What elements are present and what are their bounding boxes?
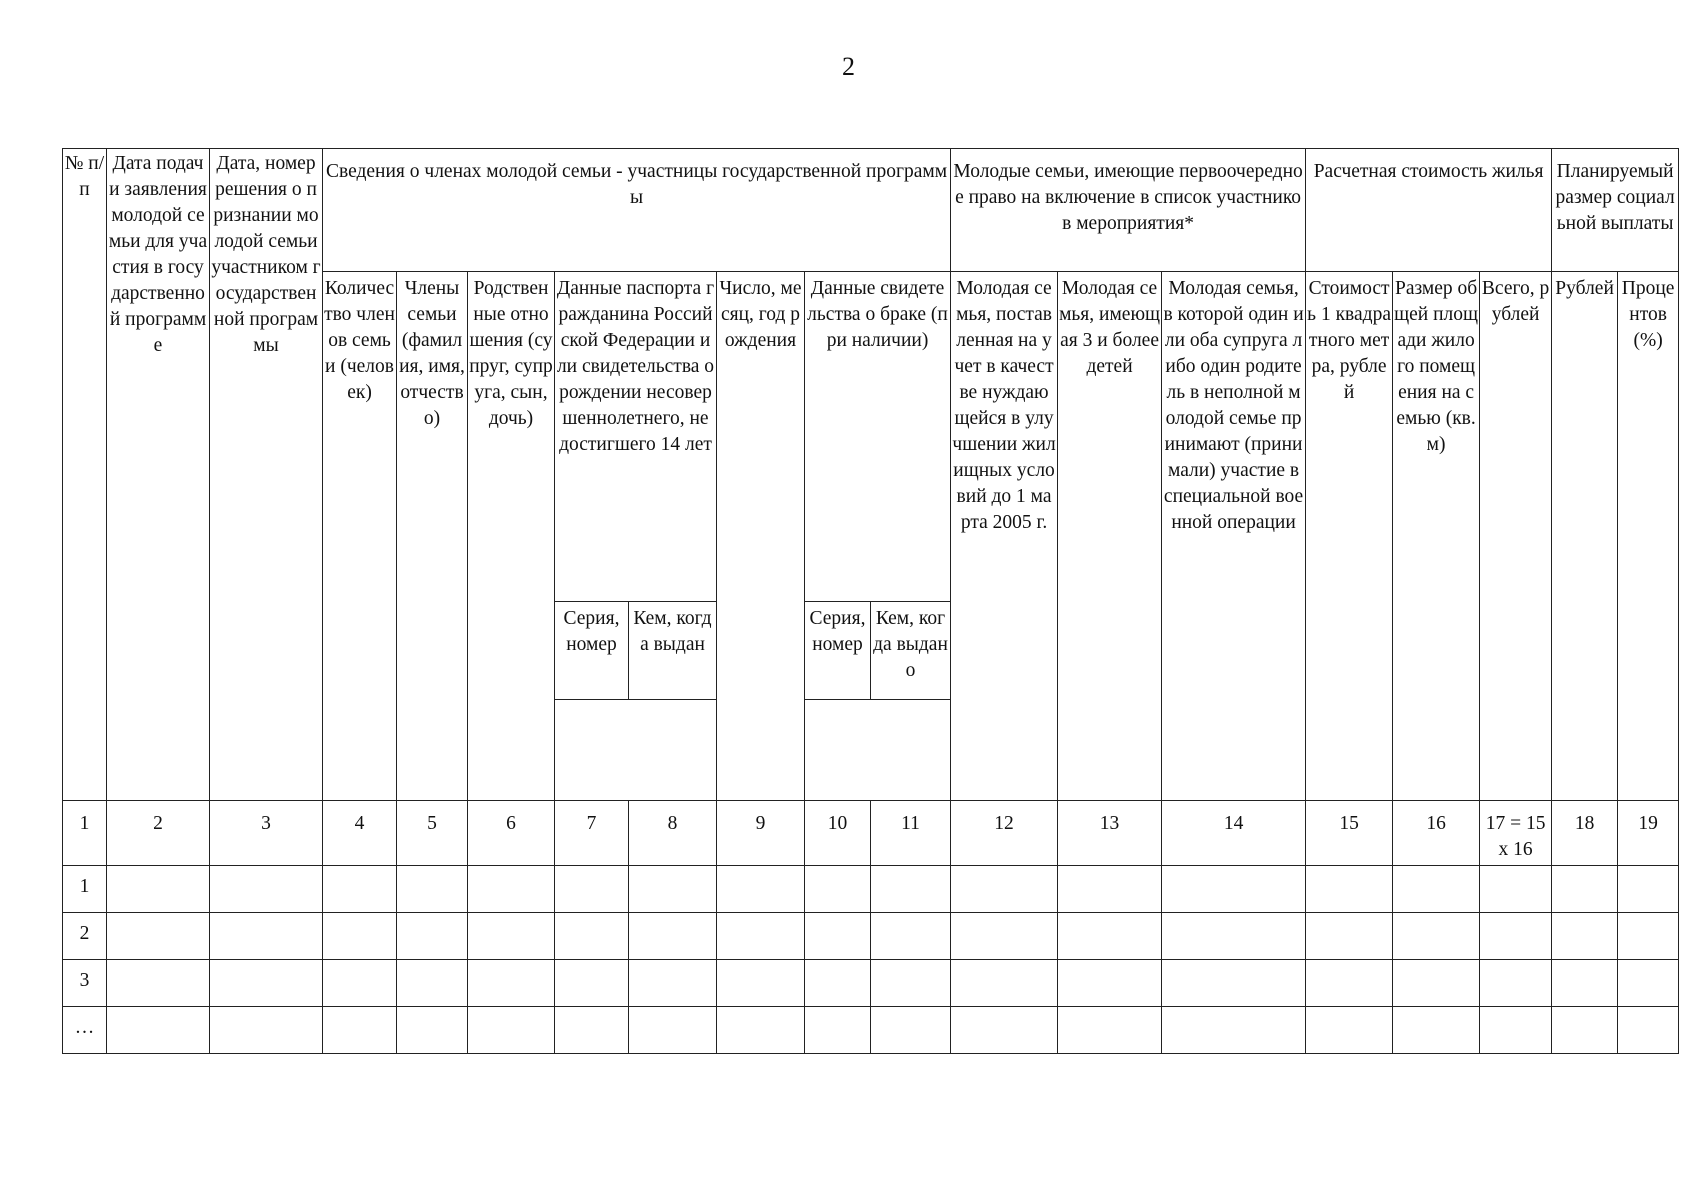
column-number: 3 (210, 801, 323, 866)
table-cell (805, 960, 871, 1007)
column-number: 18 (1552, 801, 1618, 866)
table-cell (1480, 913, 1552, 960)
table-cell (323, 913, 397, 960)
table-cell (397, 1007, 468, 1054)
table-row (63, 960, 1679, 1007)
table-cell (1058, 1007, 1162, 1054)
table-cell (1618, 960, 1679, 1007)
table-cell (1162, 913, 1306, 960)
table-cell (1162, 866, 1306, 913)
table-row (63, 1007, 1679, 1054)
table-cell (629, 1007, 717, 1054)
table-cell (1618, 1007, 1679, 1054)
table-cell (1306, 960, 1393, 1007)
column-number: 8 (629, 801, 717, 866)
table-cell (397, 960, 468, 1007)
table-cell (1480, 866, 1552, 913)
column-number: 7 (555, 801, 629, 866)
table-cell (717, 960, 805, 1007)
table-cell (951, 1007, 1058, 1054)
column-number: 16 (1393, 801, 1480, 866)
table-cell (1552, 866, 1618, 913)
column-number: 15 (1306, 801, 1393, 866)
table-cell (1480, 1007, 1552, 1054)
table-cell (1393, 913, 1480, 960)
table-cell (107, 866, 210, 913)
table-cell (951, 866, 1058, 913)
column-number: 10 (805, 801, 871, 866)
table-cell (323, 866, 397, 913)
table-cell (1058, 913, 1162, 960)
header-three-children: Молодая семья, имеющая 3 и более детей (1058, 272, 1162, 801)
table-cell (629, 913, 717, 960)
row-number: 2 (63, 913, 107, 960)
column-number: 19 (1618, 801, 1679, 866)
header-rubles: Рублей (1552, 272, 1618, 801)
table-row (63, 913, 1679, 960)
table-cell (555, 913, 629, 960)
header-priority-group: Молодые семьи, имеющие первоочередное право на включение в список участников мероприятия* (951, 149, 1306, 272)
young-families-table (62, 148, 1679, 1054)
table-cell (1393, 1007, 1480, 1054)
row-number: … (63, 1007, 107, 1054)
header-marriage-series: Серия, номер (805, 602, 871, 700)
table-cell (1552, 913, 1618, 960)
table-cell (1058, 866, 1162, 913)
table-cell (1552, 1007, 1618, 1054)
header-birth-date: Число, месяц, год рождения (717, 272, 805, 801)
header-number: № п/п (63, 149, 107, 801)
table-cell (107, 960, 210, 1007)
column-number-formula: 17 = 15 x 16 (1480, 801, 1552, 866)
table-cell (1618, 866, 1679, 913)
header-family-members-group: Сведения о членах молодой семьи - участницы государственной программы (323, 149, 951, 272)
header-sqm-cost: Стоимость 1 квадратного метра, рублей (1306, 272, 1393, 801)
row-number: 3 (63, 960, 107, 1007)
header-total: Всего, рублей (1480, 272, 1552, 801)
header-passport-series: Серия, номер (555, 602, 629, 700)
column-number: 1 (63, 801, 107, 866)
table-cell (210, 913, 323, 960)
header-member-names: Члены семьи (фамилия, имя, отчество) (397, 272, 468, 801)
column-number: 4 (323, 801, 397, 866)
header-member-count: Количество членов семьи (человек) (323, 272, 397, 801)
header-social-payment-group: Планируемый размер социальной выплаты (1552, 149, 1679, 272)
column-number: 6 (468, 801, 555, 866)
table-cell (323, 960, 397, 1007)
table-cell (107, 913, 210, 960)
row-number: 1 (63, 866, 107, 913)
column-number: 2 (107, 801, 210, 866)
header-decision: Дата, номер решения о признании молодой семьи участником государственной программы (210, 149, 323, 801)
header-marriage-issued: Кем, когда выдано (871, 602, 951, 700)
table-cell (805, 1007, 871, 1054)
header-military-operation: Молодая семья, в которой один или оба супруга либо один родитель в неполной молодой семье принимают (принимали) участие в специальной военной операции (1162, 272, 1306, 801)
column-number: 14 (1162, 801, 1306, 866)
table-cell (555, 866, 629, 913)
table-cell (468, 960, 555, 1007)
table-cell (871, 913, 951, 960)
table-cell (951, 960, 1058, 1007)
table-cell (210, 960, 323, 1007)
table-cell (468, 913, 555, 960)
table-cell (1058, 960, 1162, 1007)
column-number: 11 (871, 801, 951, 866)
table-cell (1393, 960, 1480, 1007)
table-cell (717, 913, 805, 960)
header-passport: Данные паспорта гражданина Российской Федерации или свидетельства о рождении несовершеннолетнего, не достигшего 14 лет (555, 272, 717, 602)
table-cell (1306, 1007, 1393, 1054)
column-number-row (63, 801, 1679, 866)
table-cell (323, 1007, 397, 1054)
table-cell (555, 960, 629, 1007)
table-cell (468, 1007, 555, 1054)
header-area: Размер общей площади жилого помещения на семью (кв.м) (1393, 272, 1480, 801)
table-cell (871, 1007, 951, 1054)
table-cell (555, 1007, 629, 1054)
table-cell (1552, 960, 1618, 1007)
table-cell (1162, 1007, 1306, 1054)
header-relation: Родственные отношения (супруг, супруга, сын, дочь) (468, 272, 555, 801)
table-cell (1480, 960, 1552, 1007)
page-number: 2 (842, 52, 855, 81)
header-registered-before-2005: Молодая семья, поставленная на учет в качестве нуждающейся в улучшении жилищных условий до 1 марта 2005 г. (951, 272, 1058, 801)
table-cell (717, 866, 805, 913)
table-cell (397, 913, 468, 960)
column-number: 12 (951, 801, 1058, 866)
table-cell (871, 960, 951, 1007)
table-cell (717, 1007, 805, 1054)
table-cell (1393, 866, 1480, 913)
table-cell (1618, 913, 1679, 960)
table-cell (107, 1007, 210, 1054)
header-marriage-certificate: Данные свидетельства о браке (при наличии) (805, 272, 951, 602)
table-cell (805, 913, 871, 960)
table-cell (210, 866, 323, 913)
table-cell (871, 866, 951, 913)
header-percent: Процентов (%) (1618, 272, 1679, 801)
table-cell (951, 913, 1058, 960)
column-number: 5 (397, 801, 468, 866)
table-cell (629, 866, 717, 913)
table-cell (1306, 866, 1393, 913)
header-passport-issued: Кем, когда выдан (629, 602, 717, 700)
table-cell (805, 866, 871, 913)
table-cell (468, 866, 555, 913)
table-row (63, 866, 1679, 913)
column-number: 9 (717, 801, 805, 866)
table-cell (629, 960, 717, 1007)
column-number: 13 (1058, 801, 1162, 866)
table-cell (1162, 960, 1306, 1007)
header-application-date: Дата подачи заявления молодой семьи для участия в государственной программе (107, 149, 210, 801)
header-housing-cost-group: Расчетная стоимость жилья (1306, 149, 1552, 272)
table-cell (210, 1007, 323, 1054)
table-cell (397, 866, 468, 913)
table-cell (1306, 913, 1393, 960)
